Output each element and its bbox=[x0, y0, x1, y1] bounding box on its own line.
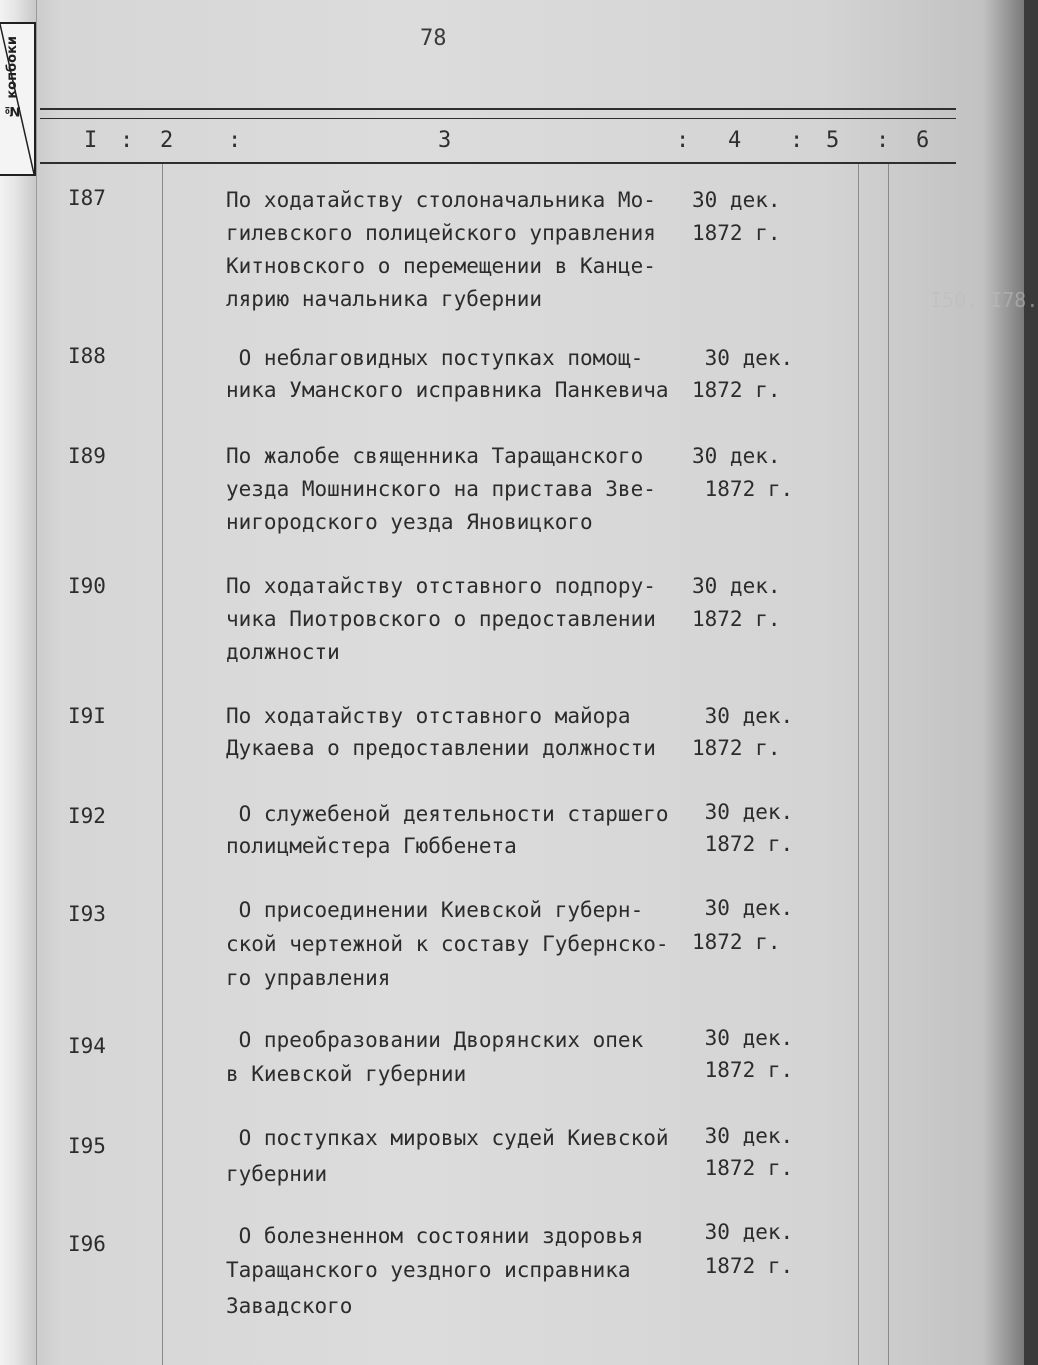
header-sep-3: : bbox=[676, 128, 690, 153]
entry-line: О преобразовании Дворянских опек bbox=[226, 1028, 644, 1052]
entry-line: По ходатайству столоначальника Мо- bbox=[226, 188, 656, 212]
header-sep-2: : bbox=[228, 128, 242, 153]
header-col-6: 6 bbox=[916, 128, 930, 153]
entry-date-year: 1872 г. bbox=[692, 1058, 794, 1082]
entry-number: I93 bbox=[68, 902, 106, 926]
entry-line: го управления bbox=[226, 966, 391, 990]
header-col-5: 5 bbox=[826, 128, 840, 153]
header-col-3: 3 bbox=[438, 128, 452, 153]
column-rule-1 bbox=[162, 164, 163, 1365]
entry-number: I90 bbox=[68, 574, 106, 598]
entry-number: I96 bbox=[68, 1232, 106, 1256]
entry-date-day: 30 дек. bbox=[692, 704, 794, 728]
entry-line: в Киевской губернии bbox=[226, 1062, 467, 1086]
entry-date-day: 30 дек. bbox=[692, 188, 781, 212]
entry-line: должности bbox=[226, 640, 340, 664]
entry-line: О поступках мировых судей Киевской bbox=[226, 1126, 669, 1150]
entry-date-day: 30 дек. bbox=[692, 896, 794, 920]
page-number: 78 bbox=[420, 26, 447, 51]
entry-date-year: 1872 г. bbox=[692, 607, 781, 631]
entry-line: По ходатайству отставного майора bbox=[226, 704, 631, 728]
entry-number: I95 bbox=[68, 1134, 106, 1158]
entry-date-day: 30 дек. bbox=[692, 1220, 794, 1244]
entry-number: I87 bbox=[68, 186, 106, 210]
entry-date-year: 1872 г. bbox=[692, 736, 781, 760]
header-rule-top bbox=[40, 108, 956, 110]
header-rule-top-2 bbox=[40, 118, 956, 119]
entry-number: I89 bbox=[68, 444, 106, 468]
entry-date-year: 1872 г. bbox=[692, 477, 794, 501]
entry-line: О присоединении Киевской губерн- bbox=[226, 898, 644, 922]
entry-line: гилевского полицейского управления bbox=[226, 221, 656, 245]
stamp-box bbox=[0, 22, 36, 176]
bleed-through-2 bbox=[250, 320, 744, 344]
entry-date-year: 1872 г. bbox=[692, 1156, 794, 1180]
entry-line: полицмейстера Гюббенета bbox=[226, 834, 517, 858]
header-sep-4: : bbox=[790, 128, 804, 153]
header-sep-1: : bbox=[120, 128, 134, 153]
entry-line: О служебеной деятельности старшего bbox=[226, 802, 669, 826]
entry-line: ника Уманского исправника Панкевича bbox=[226, 378, 669, 402]
entry-date-day: 30 дек. bbox=[692, 800, 794, 824]
header-col-4: 4 bbox=[728, 128, 742, 153]
entry-date-year: 1872 г. bbox=[692, 221, 781, 245]
header-sep-5: : bbox=[876, 128, 890, 153]
entry-number: I94 bbox=[68, 1034, 106, 1058]
entry-date-year: 1872 г. bbox=[692, 832, 794, 856]
entry-number: I9I bbox=[68, 704, 106, 728]
header-rule-bottom bbox=[40, 162, 956, 164]
entry-line: лярию начальника губернии bbox=[226, 287, 543, 311]
entry-date-year: 1872 г. bbox=[692, 1254, 794, 1278]
entry-date-year: 1872 г. bbox=[692, 930, 781, 954]
entry-line: Дукаева о предоставлении должности bbox=[226, 736, 656, 760]
stamp-label: № копбоки bbox=[5, 36, 20, 119]
binding-edge bbox=[0, 0, 37, 1365]
column-rule-3 bbox=[888, 164, 889, 1365]
entry-line: По ходатайству отставного подпору- bbox=[226, 574, 656, 598]
entry-number: I92 bbox=[68, 804, 106, 828]
column-rule-2 bbox=[858, 164, 859, 1365]
entry-line: Китновского о перемещении в Канце- bbox=[226, 254, 656, 278]
entry-date-day: 30 дек. bbox=[692, 444, 781, 468]
bleed-through-1: I50, I78. bbox=[930, 288, 1038, 312]
header-col-2: 2 bbox=[160, 128, 174, 153]
entry-line: О неблаговидных поступках помощ- bbox=[226, 346, 644, 370]
entry-line: ской чертежной к составу Губернско- bbox=[226, 932, 669, 956]
entry-date-day: 30 дек. bbox=[692, 346, 794, 370]
entry-line: По жалобе священника Таращанского bbox=[226, 444, 644, 468]
header-col-1: I bbox=[84, 128, 98, 153]
entry-line: Завадского bbox=[226, 1294, 353, 1318]
entry-date-day: 30 дек. bbox=[692, 1026, 794, 1050]
entry-number: I88 bbox=[68, 344, 106, 368]
entry-date-year: 1872 г. bbox=[692, 378, 781, 402]
entry-date-day: 30 дек. bbox=[692, 574, 781, 598]
entry-line: губернии bbox=[226, 1162, 328, 1186]
entry-date-day: 30 дек. bbox=[692, 1124, 794, 1148]
entry-line: О болезненном состоянии здоровья bbox=[226, 1224, 644, 1248]
entry-line: уезда Мошнинского на пристава Зве- bbox=[226, 477, 656, 501]
entry-line: Таращанского уездного исправника bbox=[226, 1258, 631, 1282]
entry-line: чика Пиотровского о предоставлении bbox=[226, 607, 656, 631]
entry-line: нигородского уезда Яновицкого bbox=[226, 510, 593, 534]
